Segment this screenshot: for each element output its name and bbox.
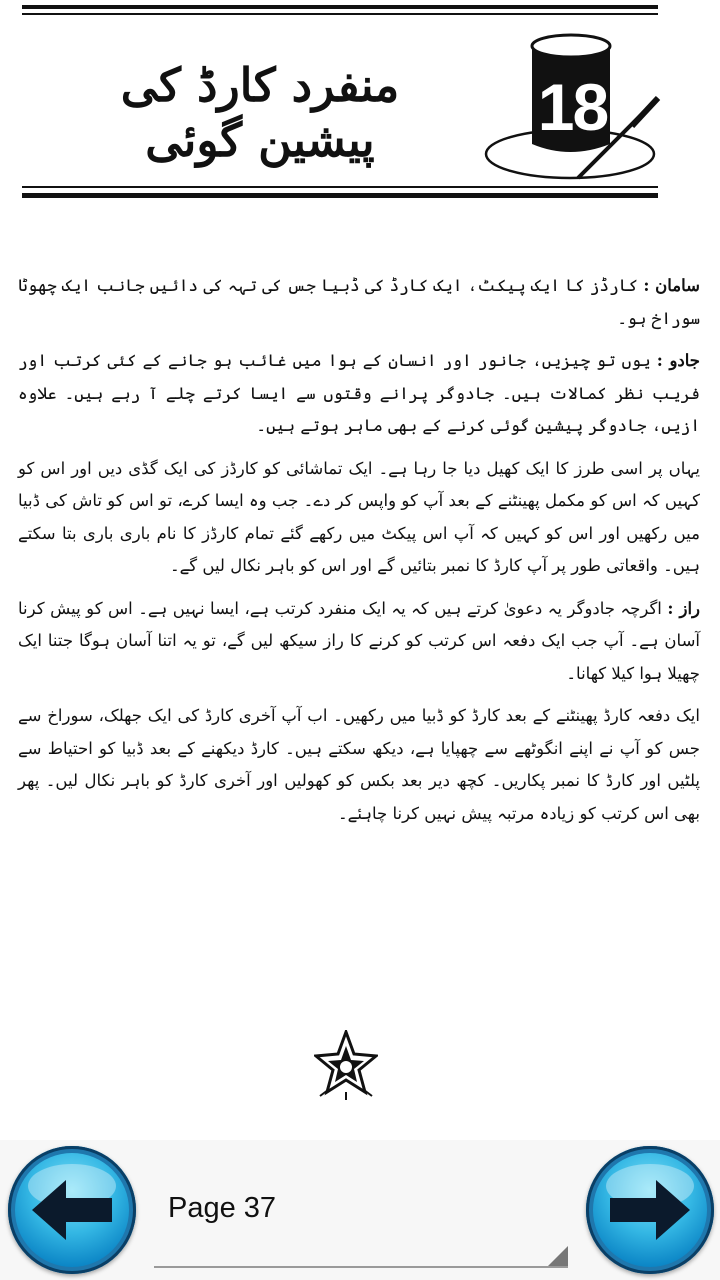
paragraph-text: ایک دفعہ کارڈ پھینٹنے کے بعد کارڈ کو ڈبیا میں رکھیں۔ اب آپ آخری کارڈ کی ایک جھلک، سوراخ سے جس کو آپ نے اپنے انگوٹھے سے چھپایا ہے، دیکھ سکتے ہیں۔ کارڈ دیکھنے کے بعد ڈبیا کو احتیاط سے پلٹیں اور کارڈ کا نمبر پکاریں۔ کچھ دیر بعد بکس کو کھولیں اور آخری کارڈ کو باہر نکال لیں۔ پھر بھی اس کرتب کو زیادہ مرتبہ پیش نہیں کرنا چاہئے۔ bbox=[18, 706, 700, 823]
page-content bbox=[18, 270, 700, 840]
header-rule-top bbox=[22, 5, 658, 9]
star-icon bbox=[314, 1030, 378, 1102]
chapter-number: 18 bbox=[537, 70, 608, 144]
header-rule-bottom bbox=[22, 193, 658, 198]
paragraph-lead: راز : bbox=[667, 598, 700, 618]
chapter-title: منفرد کارڈ کی پیشین گوئی bbox=[120, 58, 400, 168]
paragraph-text: اگرچہ جادوگر یہ دعویٰ کرتے ہیں کہ یہ ایک منفرد کرتب ہے، ایسا نہیں ہے۔ اس کو پیش کرنا آسان ہے۔ آپ جب ایک دفعہ اس کرتب کو کرنے کا راز سیکھ لیں گے، تو یہ اتنا آسان ہوگا جتنا ایک چھیلا ہوا کیلا کھانا۔ bbox=[18, 598, 700, 683]
page-underline bbox=[154, 1266, 568, 1268]
paragraph-method bbox=[18, 700, 700, 830]
paragraph-text: کارڈز کا ایک پیکٹ، ایک کارڈ کی ڈبیا جس کی تہہ کی دائیں جانب ایک چھوٹا سوراخ ہو۔ bbox=[18, 276, 700, 328]
arrow-right-icon bbox=[586, 1146, 714, 1274]
next-page-button[interactable] bbox=[586, 1146, 714, 1274]
paragraph-materials bbox=[18, 270, 700, 335]
paragraph-text: یہاں پر اسی طرز کا ایک کھیل دیا جا رہا ہے۔ ایک تماشائی کو کارڈز کی ایک گڈی دیں اور اس کو کہیں کہ اس کو مکمل پھینٹنے کے بعد آپ کو واپس کر دے۔ جب وہ ایسا کرے، تو اس کو تاش کی ڈبیا میں رکھیں اور اس کو کہیں کہ آپ اس پیکٹ میں رکھے گئے تمام کارڈز کا نام باری باری بتا سکتے ہیں۔ واقعاتی طور پر آپ کارڈ کا نمبر بتائیں گے اور اس کو باہر نکال لیں گے۔ bbox=[18, 458, 700, 575]
paragraph-trick bbox=[18, 453, 700, 583]
paragraph-text: یوں تو چیزیں، جانور اور انسان کے ہوا میں غائب ہو جانے کے کئی کرتب اور فریب نظر کمالات ہیں۔ جادوگر پرانے وقتوں سے ایسا کرتے چلے آ رہے ہیں۔ علاوہ ازیں، جادوگر پیشین گوئی کرنے کے بھی ماہر ہوتے ہیں۔ bbox=[18, 351, 700, 435]
page-corner-indicator bbox=[548, 1246, 568, 1266]
paragraph-secret bbox=[18, 593, 700, 691]
header-rule-top-thin bbox=[22, 13, 658, 15]
previous-page-button[interactable] bbox=[8, 1146, 136, 1274]
paragraph-magic bbox=[18, 345, 700, 443]
paragraph-lead: جادو : bbox=[656, 351, 700, 370]
paragraph-lead: سامان : bbox=[643, 276, 700, 295]
arrow-left-icon bbox=[8, 1146, 136, 1274]
page-number-label: Page 37 bbox=[168, 1192, 277, 1224]
